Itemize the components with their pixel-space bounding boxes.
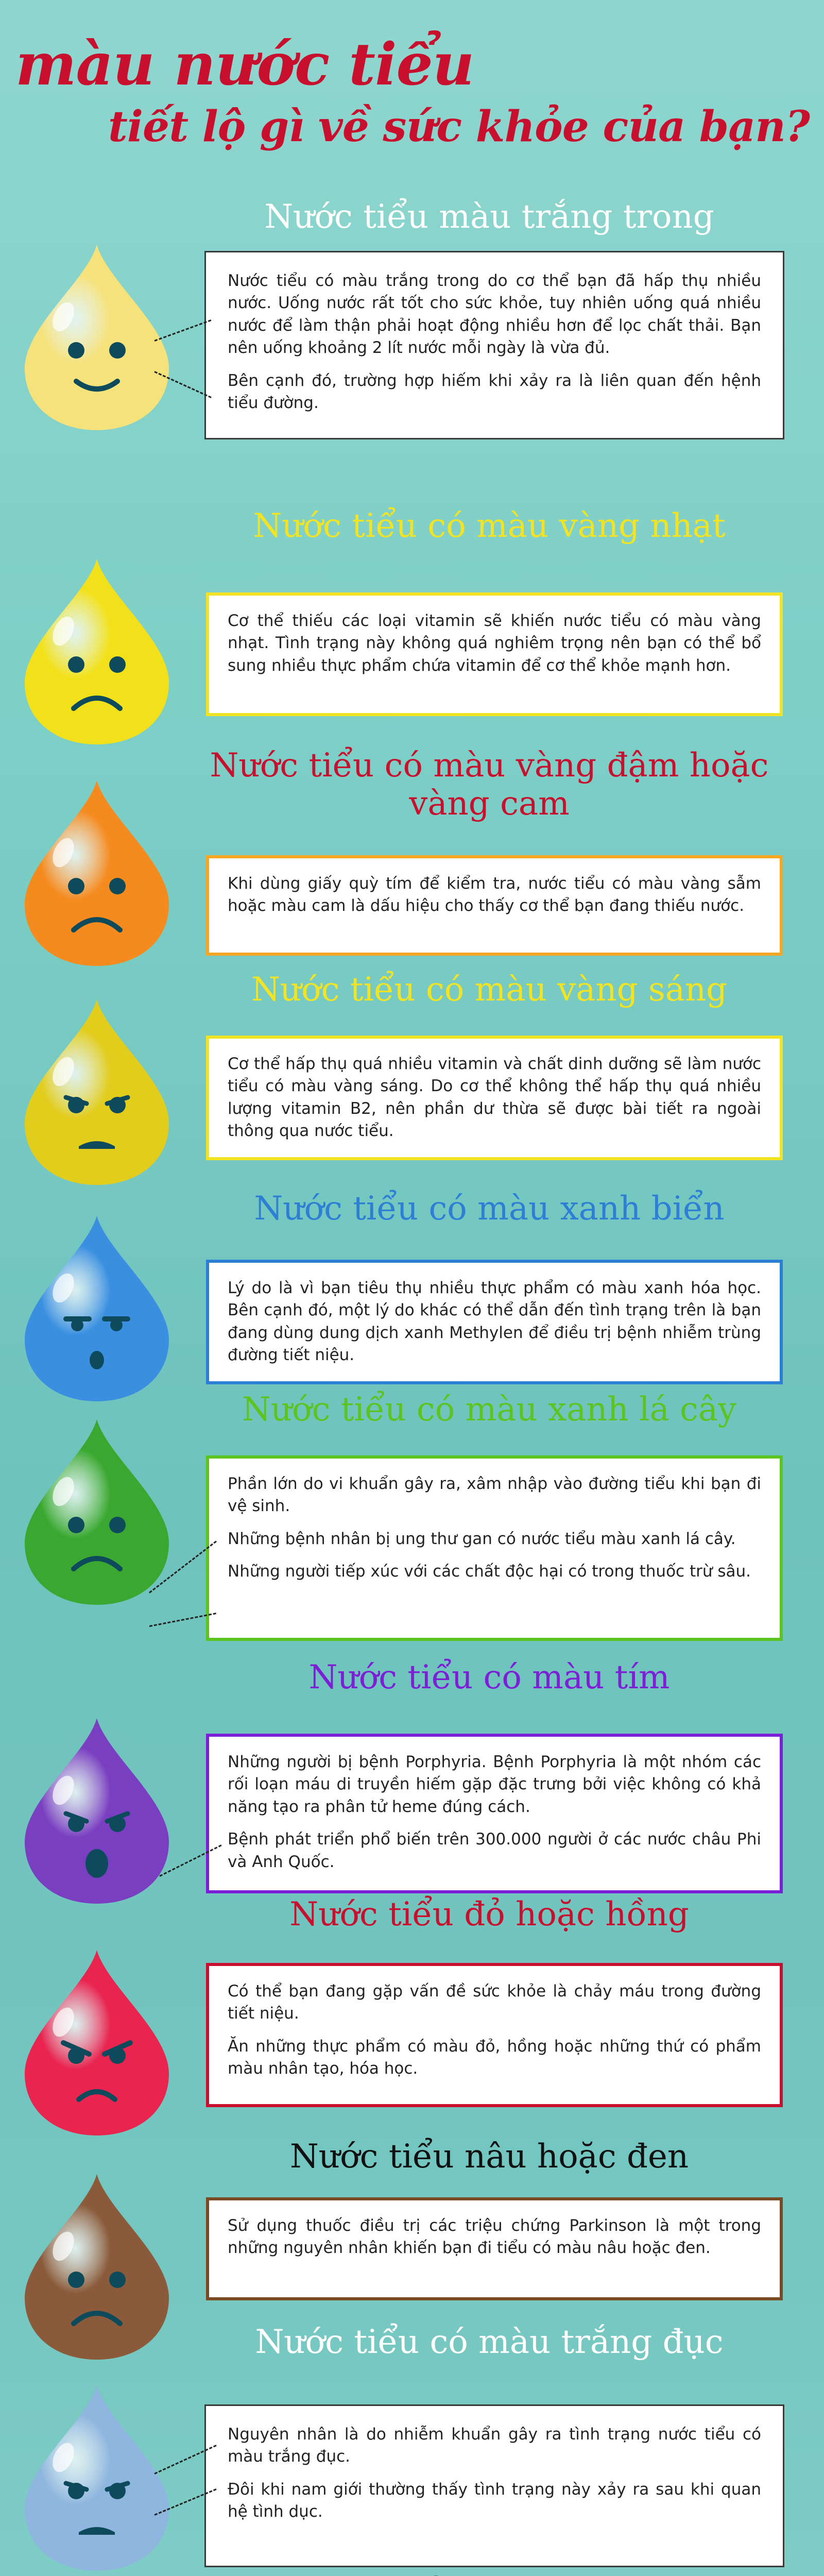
info-paragraph: Phần lớn do vi khuẩn gây ra, xâm nhập vào đường tiểu khi bạn đi vệ sinh. (228, 1475, 761, 1516)
info-paragraph: Đôi khi nam giới thường thấy tình trạng này xảy ra sau khi quan hệ tình dục. (228, 2480, 761, 2521)
section-title: Nước tiểu màu trắng trong (264, 198, 714, 236)
urine-drop-illustration (14, 1211, 179, 1406)
info-box (206, 855, 783, 956)
info-paragraph: Ăn những thực phẩm có màu đỏ, hồng hoặc những thứ có phẩm màu nhân tạo, hóa học. (228, 2037, 761, 2078)
drop-face-icon (14, 554, 179, 750)
info-paragraph: Nước tiểu có màu trắng trong do cơ thể bạn đã hấp thụ nhiều nước. Uống nước rất tốt cho sức khỏe, tuy nhiên uống quá nhiều nước để làm thận phải hoạt động nhiều hơn để lọc chất thải. Bạn nên uống khoảng 2 lít nước mỗi ngày là vừa đủ. (228, 272, 761, 358)
info-paragraph: Những người tiếp xúc với các chất độc hại có trong thuốc trừ sâu. (228, 1562, 751, 1581)
urine-drop-illustration (14, 1713, 179, 1909)
info-paragraph: Cơ thể hấp thụ quá nhiều vitamin và chất dinh dưỡng sẽ làm nước tiểu có màu vàng sáng. Do cơ thể không thể hấp thụ quá nhiều lượng vitamin B2, nên phần dư thừa sẽ được bài tiết ra ngoài thông qua nước tiểu. (228, 1055, 761, 1141)
drop-face-icon (14, 775, 179, 971)
main-subtitle: tiết lộ gì về sức khỏe của bạn? (108, 102, 810, 151)
info-box (206, 2406, 783, 2566)
info-paragraph: Có thể bạn đang gặp vấn đề sức khỏe là chảy máu trong đường tiết niệu. (228, 1982, 761, 2023)
drop-face-icon (14, 1414, 179, 1610)
drop-face-icon (14, 1211, 179, 1406)
urine-drop-illustration (14, 1945, 179, 2141)
info-box (206, 1734, 783, 1893)
section-title: Nước tiểu có màu trắng đục (255, 2323, 724, 2361)
drop-face-icon (14, 994, 179, 1190)
info-paragraph: Lý do là vì bạn tiêu thụ nhiều thực phẩm có màu xanh hóa học. Bên cạnh đó, một lý do khác có thể dẫn đến tình trạng trên là bạn đang dùng dung dịch xanh Methylen để điều trị bệnh nhiễm trùng đường tiết niệu. (228, 1279, 761, 1365)
info-paragraph: Những người bị bệnh Porphyria. Bệnh Porphyria là một nhóm các rối loạn máu di truyền hiếm gặp đặc trưng bởi việc không có khả năng tạo ra phân tử heme đúng cách. (228, 1753, 761, 1816)
section-title: Nước tiểu có màu vàng sáng (251, 971, 728, 1009)
urine-drop-illustration (14, 240, 179, 435)
section-title: Nước tiểu có màu vàng đậm hoặc vàng cam (210, 747, 769, 823)
section-title: Nước tiểu có màu vàng nhạt (253, 507, 726, 545)
drop-face-icon (14, 2169, 179, 2365)
info-box (206, 592, 783, 716)
info-paragraph: Những bệnh nhân bị ung thư gan có nước tiểu màu xanh lá cây. (228, 1529, 736, 1548)
info-paragraph: Bệnh phát triển phổ biến trên 300.000 người ở các nước châu Phi và Anh Quốc. (228, 1830, 761, 1871)
info-box (206, 1036, 783, 1160)
info-paragraph: Nguyên nhân là do nhiễm khuẩn gây ra tình trạng nước tiểu có màu trắng đục. (228, 2425, 761, 2466)
drop-face-icon (14, 240, 179, 435)
section-title: Nước tiểu có màu tím (308, 1658, 670, 1697)
section-title: Nước tiểu nâu hoặc đen (289, 2138, 689, 2176)
info-box (206, 2197, 783, 2300)
drop-face-icon (14, 1945, 179, 2141)
info-box (206, 252, 783, 438)
info-box (206, 1260, 783, 1384)
urine-drop-illustration (14, 994, 179, 1190)
info-paragraph: Khi dùng giấy quỳ tím để kiểm tra, nước tiểu có màu vàng sẫm hoặc màu cam là dấu hiệu cho thấy cơ thể bạn đang thiếu nước. (228, 874, 761, 916)
urine-drop-illustration (14, 2169, 179, 2365)
info-box (206, 1455, 783, 1641)
section-title: Nước tiểu có màu xanh lá cây (242, 1391, 737, 1429)
urine-drop-illustration (14, 775, 179, 971)
info-box (206, 1963, 783, 2107)
section-title: Nước tiểu đỏ hoặc hồng (289, 1895, 689, 1934)
section-title: Nước tiểu có màu xanh biển (254, 1190, 725, 1228)
info-paragraph: Bên cạnh đó, trường hợp hiếm khi xảy ra là liên quan đến hệnh tiểu đường. (228, 371, 761, 412)
drop-face-icon (14, 1713, 179, 1909)
urine-drop-illustration (14, 2380, 179, 2576)
drop-face-icon (14, 2380, 179, 2576)
main-title: màu nước tiểu (15, 31, 474, 98)
info-paragraph: Cơ thể thiếu các loại vitamin sẽ khiến nước tiểu có màu vàng nhạt. Tình trạng này không quá nghiêm trọng nên bạn có thể bổ sung nhiều thực phẩm chứa vitamin để cơ thể khỏe mạnh hơn. (228, 612, 761, 675)
urine-drop-illustration (14, 1414, 179, 1610)
info-paragraph: Sử dụng thuốc điều trị các triệu chứng Parkinson là một trong những nguyên nhân khiến bạn đi tiểu có màu nâu hoặc đen. (228, 2216, 761, 2258)
urine-drop-illustration (14, 554, 179, 750)
